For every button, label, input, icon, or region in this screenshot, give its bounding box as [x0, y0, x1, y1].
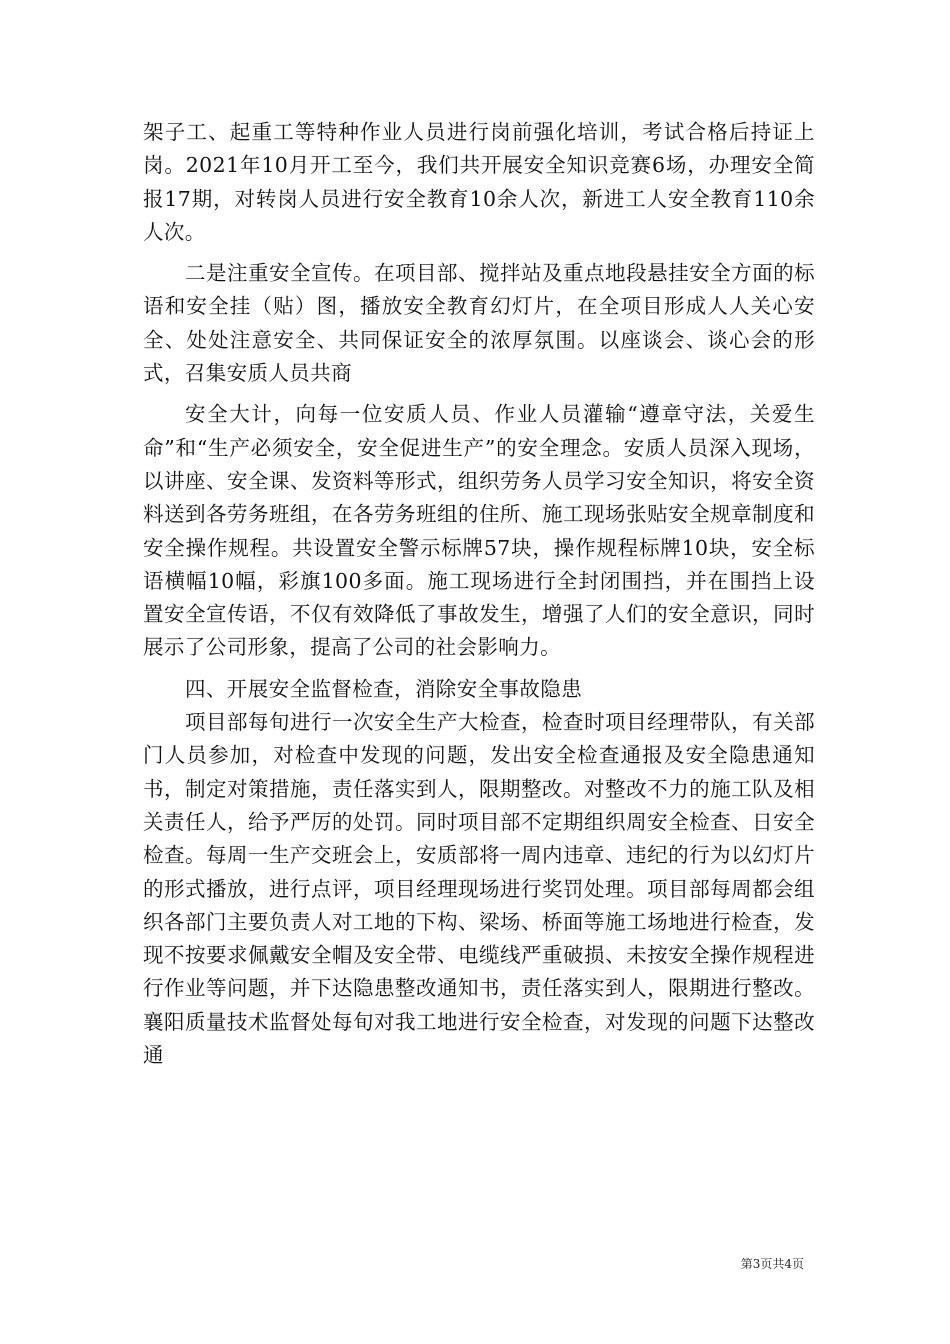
paragraph-inspection: 项目部每旬进行一次安全生产大检查，检查时项目经理带队，有关部门人员参加，对检查中发现的问题，发出安全检查通报及安全隐患通知书，制定对策措施，责任落实到人，限期整改。对整改不力的施工队及相关责任人，给予严厉的处罚。同时项目部不定期组织周安全检查、日安全检查。每周一生产交班会上，安质部将一周内违章、违纪的行为以幻灯片的形式播放，进行点评，项目经理现场进行奖罚处理。项目部每周都会组织各部门主要负责人对工地的下构、梁场、桥面等施工场地进行检查，发现不按要求佩戴安全帽及安全带、电缆线严重破损、未按安全操作规程进行作业等问题，并下达隐患整改通知书，责任落实到人，限期进行整改。襄阳质量技术监督处每旬对我工地进行安全检查，对发现的问题下达整改通 — [143, 710, 815, 1068]
paragraph-safety-plan: 安全大计，向每一位安质人员、作业人员灌输“遵章守法，关爱生命”和“生产必须安全，安全促进生产”的安全理念。安质人员深入现场，以讲座、安全课、发资料等形式，组织劳务人员学习安全知识，将安全资料送到各劳务班组，在各劳务班组的住所、施工现场张贴安全规章制度和安全操作规程。共设置安全警示标牌57块，操作规程标牌10块，安全标语横幅10幅，彩旗100多面。施工现场进行全封闭围挡，并在围挡上设置安全宣传语，不仅有效降低了事故发生，增强了人们的安全意识，同时展示了公司形象，提高了公司的社会影响力。 — [143, 402, 815, 660]
paragraph-safety-publicity: 二是注重安全宣传。在项目部、搅拌站及重点地段悬挂安全方面的标语和安全挂（贴）图，播放安全教育幻灯片，在全项目形成人人关心安全、处处注意安全、共同保证安全的浓厚氛围。以座谈会、谈心会的形式，召集安质人员共商 — [143, 261, 815, 386]
document-body — [143, 116, 815, 1072]
section-heading-inspection: 四、开展安全监督检查，消除安全事故隐患 — [185, 676, 583, 701]
page-number-footer: 第3页共4页 — [740, 1257, 804, 1271]
paragraph-training: 架子工、起重工等特种作业人员进行岗前强化培训，考试合格后持证上岗。2021年10月开工至今，我们共开展安全知识竞赛6场，办理安全简报17期，对转岗人员进行安全教育10余人次，新进工人安全教育110余人次。 — [143, 120, 815, 244]
